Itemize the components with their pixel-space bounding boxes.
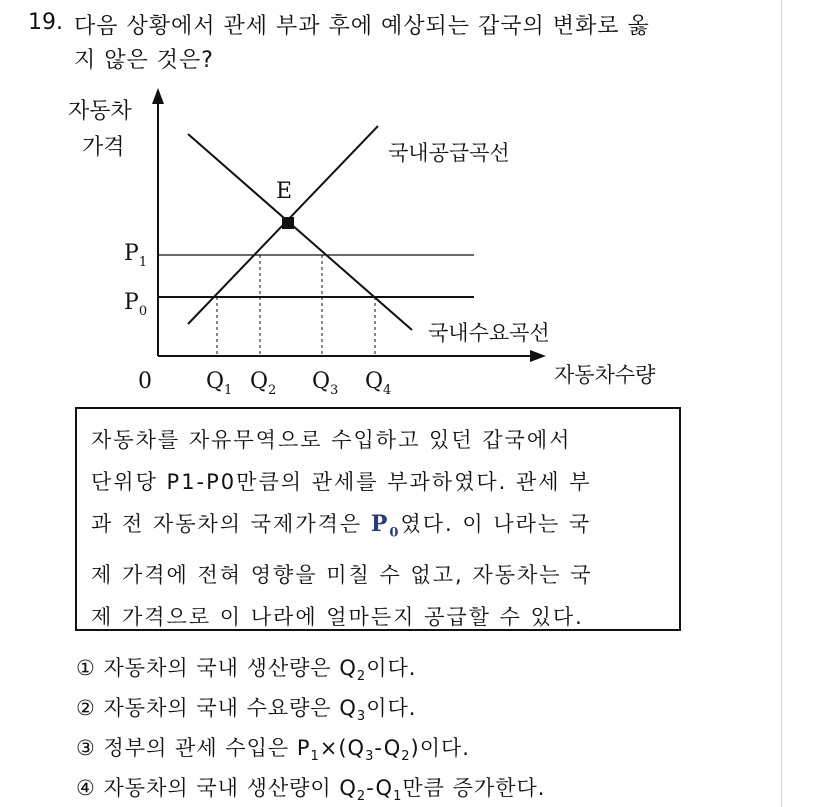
p1-label: $P_1$	[124, 241, 148, 270]
question-number: 19.	[28, 10, 63, 35]
situation-box	[75, 407, 681, 631]
situation-line2: 단위당 P1-P0만큼의 관세를 부과하였다. 관세 부	[91, 470, 592, 494]
situation-line5: 제 가격으로 이 나라에 얼마든지 공급할 수 있다.	[91, 605, 584, 630]
x-axis-label: 자동차수량	[554, 363, 656, 387]
demand-curve-label: 국내수요곡선	[428, 321, 550, 345]
supply-demand-graph	[60, 80, 700, 410]
equilibrium-label: E	[276, 179, 293, 204]
q2-label: $Q_2$	[250, 369, 277, 398]
y-axis-label-line1: 자동차	[68, 99, 132, 124]
q3-label: $Q_3$	[312, 369, 339, 398]
situation-line3: 과 전 자동차의 국제가격은 $P_0$였다. 이 나라는 국	[91, 511, 592, 541]
option-3[interactable]: ③ 정부의 관세 수입은 $P_1\times(Q_3-Q_2)$이다.	[76, 736, 470, 765]
option-2[interactable]: ② 자동차의 국내 수요량은 $Q_3$이다.	[76, 696, 417, 725]
demand-curve	[188, 134, 412, 330]
option-1[interactable]: ① 자동차의 국내 생산량은 $Q_2$이다.	[76, 656, 417, 685]
q4-label: $Q_4$	[365, 369, 392, 398]
question-text-line1: 다음 상황에서 관세 부과 후에 예상되는 갑국의 변화로 옳	[74, 14, 650, 39]
question-text-line2: 지 않은 것은?	[74, 48, 214, 73]
page-margin-rule	[781, 0, 782, 807]
option-4[interactable]: ④ 자동차의 국내 생산량이 $Q_2-Q_1$만큼 증가한다.	[76, 776, 546, 805]
y-axis-label-line2: 가격	[82, 135, 125, 160]
q1-label: $Q_1$	[206, 369, 233, 398]
x-axis-arrow	[530, 350, 546, 362]
y-axis-arrow	[152, 88, 164, 104]
equilibrium-point	[282, 217, 294, 229]
situation-line4: 제 가격에 전혀 영향을 미칠 수 없고, 자동차는 국	[91, 563, 593, 588]
p0-label: $P_0$	[124, 290, 148, 319]
situation-line1: 자동차를 자유무역으로 수입하고 있던 갑국에서	[91, 428, 572, 452]
supply-curve-label: 국내공급곡선	[388, 141, 510, 165]
p0-symbol: $P_0$	[370, 511, 401, 541]
origin-label: 0	[138, 369, 152, 394]
